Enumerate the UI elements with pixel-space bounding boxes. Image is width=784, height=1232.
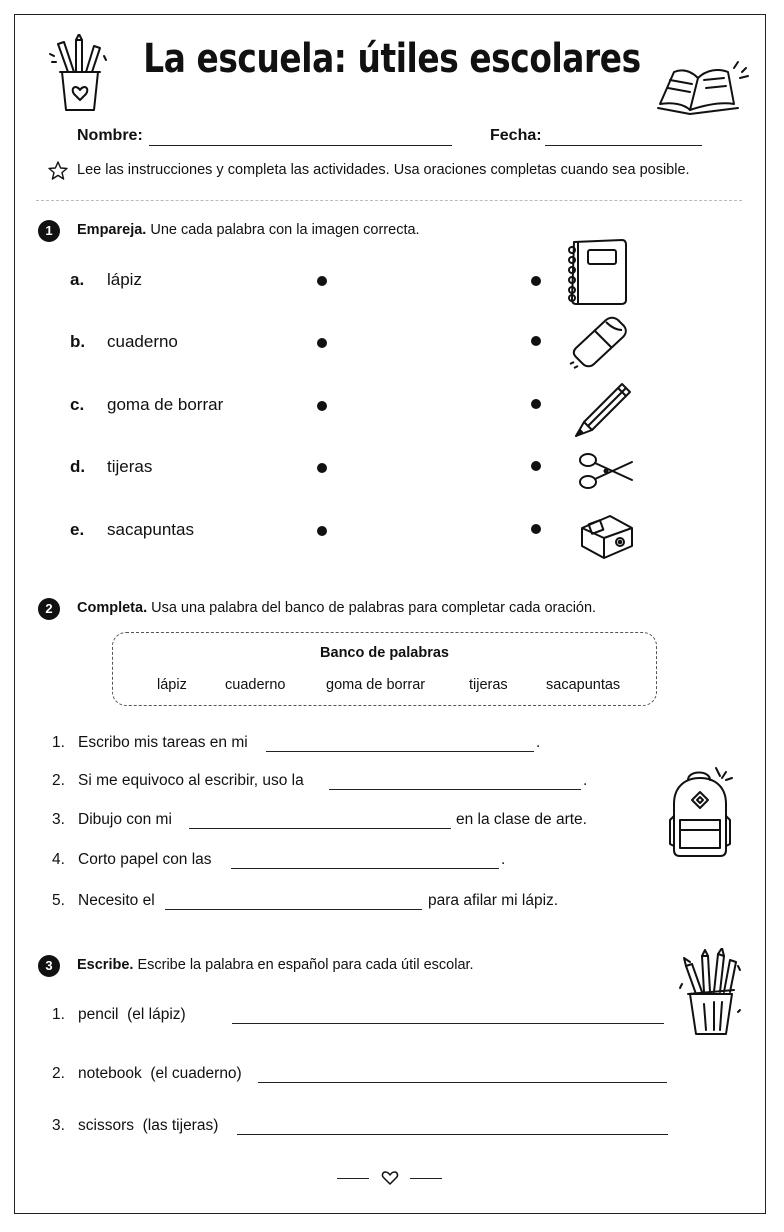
section-heading — [77, 600, 596, 616]
sentence-number: 1. — [52, 734, 65, 751]
item-letter: c. — [70, 395, 85, 414]
answer-blank[interactable] — [266, 751, 534, 752]
item-letter: d. — [70, 457, 86, 476]
section-heading-text: Usa una palabra del banco de palabras para completar cada oración. — [147, 600, 597, 616]
word-bank-word: sacapuntas — [546, 677, 621, 693]
sharpener-icon — [576, 508, 636, 560]
footer-divider-left — [337, 1178, 369, 1179]
backpack-icon — [664, 764, 740, 860]
answer-blank[interactable] — [189, 828, 451, 829]
date-field[interactable] — [545, 145, 702, 146]
pencil-cup-icon — [46, 34, 110, 114]
match-dot-right[interactable] — [531, 336, 541, 346]
open-book-icon — [654, 60, 750, 116]
item-word: sacapuntas — [107, 520, 194, 539]
section-heading — [77, 222, 420, 238]
item-letter: b. — [70, 332, 86, 351]
item-prompt: pencil (el lápiz) — [78, 1006, 186, 1023]
section-heading-bold: Empareja. — [77, 222, 147, 238]
match-dot-left[interactable] — [317, 401, 327, 411]
sentence-text: Si me equivoco al escribir, uso la — [78, 772, 304, 789]
section-heading-bold: Escribe. — [77, 957, 134, 973]
sentence-number: 4. — [52, 851, 65, 868]
match-dot-right[interactable] — [531, 524, 541, 534]
match-dot-left[interactable] — [317, 276, 327, 286]
word-bank-word: goma de borrar — [326, 677, 426, 693]
answer-blank[interactable] — [165, 909, 422, 910]
section-heading-bold: Completa. — [77, 600, 148, 616]
sentence-text-after: . — [501, 851, 506, 868]
sentence-text: Escribo mis tareas en mi — [78, 734, 248, 751]
sentence-number: 5. — [52, 892, 65, 909]
word-bank-word: cuaderno — [225, 677, 286, 693]
answer-line[interactable] — [258, 1082, 667, 1083]
sentence-text: Dibujo con mi — [78, 811, 172, 828]
item-prompt: notebook (el cuaderno) — [78, 1065, 242, 1082]
pencil-icon — [570, 378, 636, 440]
sentence-text-after: . — [536, 734, 541, 751]
sentence-number: 2. — [52, 772, 65, 789]
name-label: Nombre: — [77, 127, 143, 144]
page-title: La escuela: útiles escolares — [143, 36, 641, 82]
sentence-number: 3. — [52, 811, 65, 828]
match-dot-left[interactable] — [317, 526, 327, 536]
heart-icon — [381, 1170, 399, 1186]
sentence-text: Necesito el — [78, 892, 155, 909]
section-heading-text: Une cada palabra con la imagen correcta. — [146, 222, 420, 238]
pencils-in-cup-icon — [678, 948, 744, 1040]
answer-blank[interactable] — [231, 868, 499, 869]
item-word: tijeras — [107, 457, 153, 476]
section-number: 1 — [38, 220, 60, 242]
instructions-text: Lee las instrucciones y completa las actividades. Usa oraciones completas cuando sea posible. — [77, 162, 690, 178]
item-prompt: scissors (las tijeras) — [78, 1117, 219, 1134]
answer-blank[interactable] — [329, 789, 581, 790]
answer-line[interactable] — [232, 1023, 664, 1024]
sentence-text-after: para afilar mi lápiz. — [428, 892, 559, 909]
match-dot-right[interactable] — [531, 399, 541, 409]
eraser-icon — [566, 312, 632, 370]
date-label: Fecha: — [490, 127, 542, 144]
sentence-text: Corto papel con las — [78, 851, 212, 868]
section-number: 3 — [38, 955, 60, 977]
word-bank-title: Banco de palabras — [320, 645, 449, 661]
item-number: 1. — [52, 1006, 65, 1023]
item-letter: e. — [70, 520, 85, 539]
sentence-text-after: . — [583, 772, 588, 789]
match-dot-right[interactable] — [531, 461, 541, 471]
name-field[interactable] — [149, 145, 452, 146]
item-number: 2. — [52, 1065, 65, 1082]
star-icon — [48, 161, 68, 181]
match-dot-left[interactable] — [317, 463, 327, 473]
section-heading — [77, 957, 474, 973]
item-word: cuaderno — [107, 332, 178, 351]
match-dot-right[interactable] — [531, 276, 541, 286]
word-bank-word: tijeras — [469, 677, 508, 693]
footer-divider-right — [410, 1178, 442, 1179]
scissors-icon — [576, 450, 636, 492]
item-letter: a. — [70, 270, 85, 289]
notebook-icon — [566, 236, 632, 308]
match-dot-left[interactable] — [317, 338, 327, 348]
section-number: 2 — [38, 598, 60, 620]
answer-line[interactable] — [237, 1134, 668, 1135]
item-number: 3. — [52, 1117, 65, 1134]
word-bank — [112, 632, 657, 706]
section-heading-text: Escribe la palabra en español para cada útil escolar. — [133, 957, 474, 973]
word-bank-word: lápiz — [157, 677, 187, 693]
divider — [36, 200, 742, 201]
item-word: lápiz — [107, 270, 142, 289]
sentence-text-after: en la clase de arte. — [456, 811, 587, 828]
item-word: goma de borrar — [107, 395, 224, 414]
